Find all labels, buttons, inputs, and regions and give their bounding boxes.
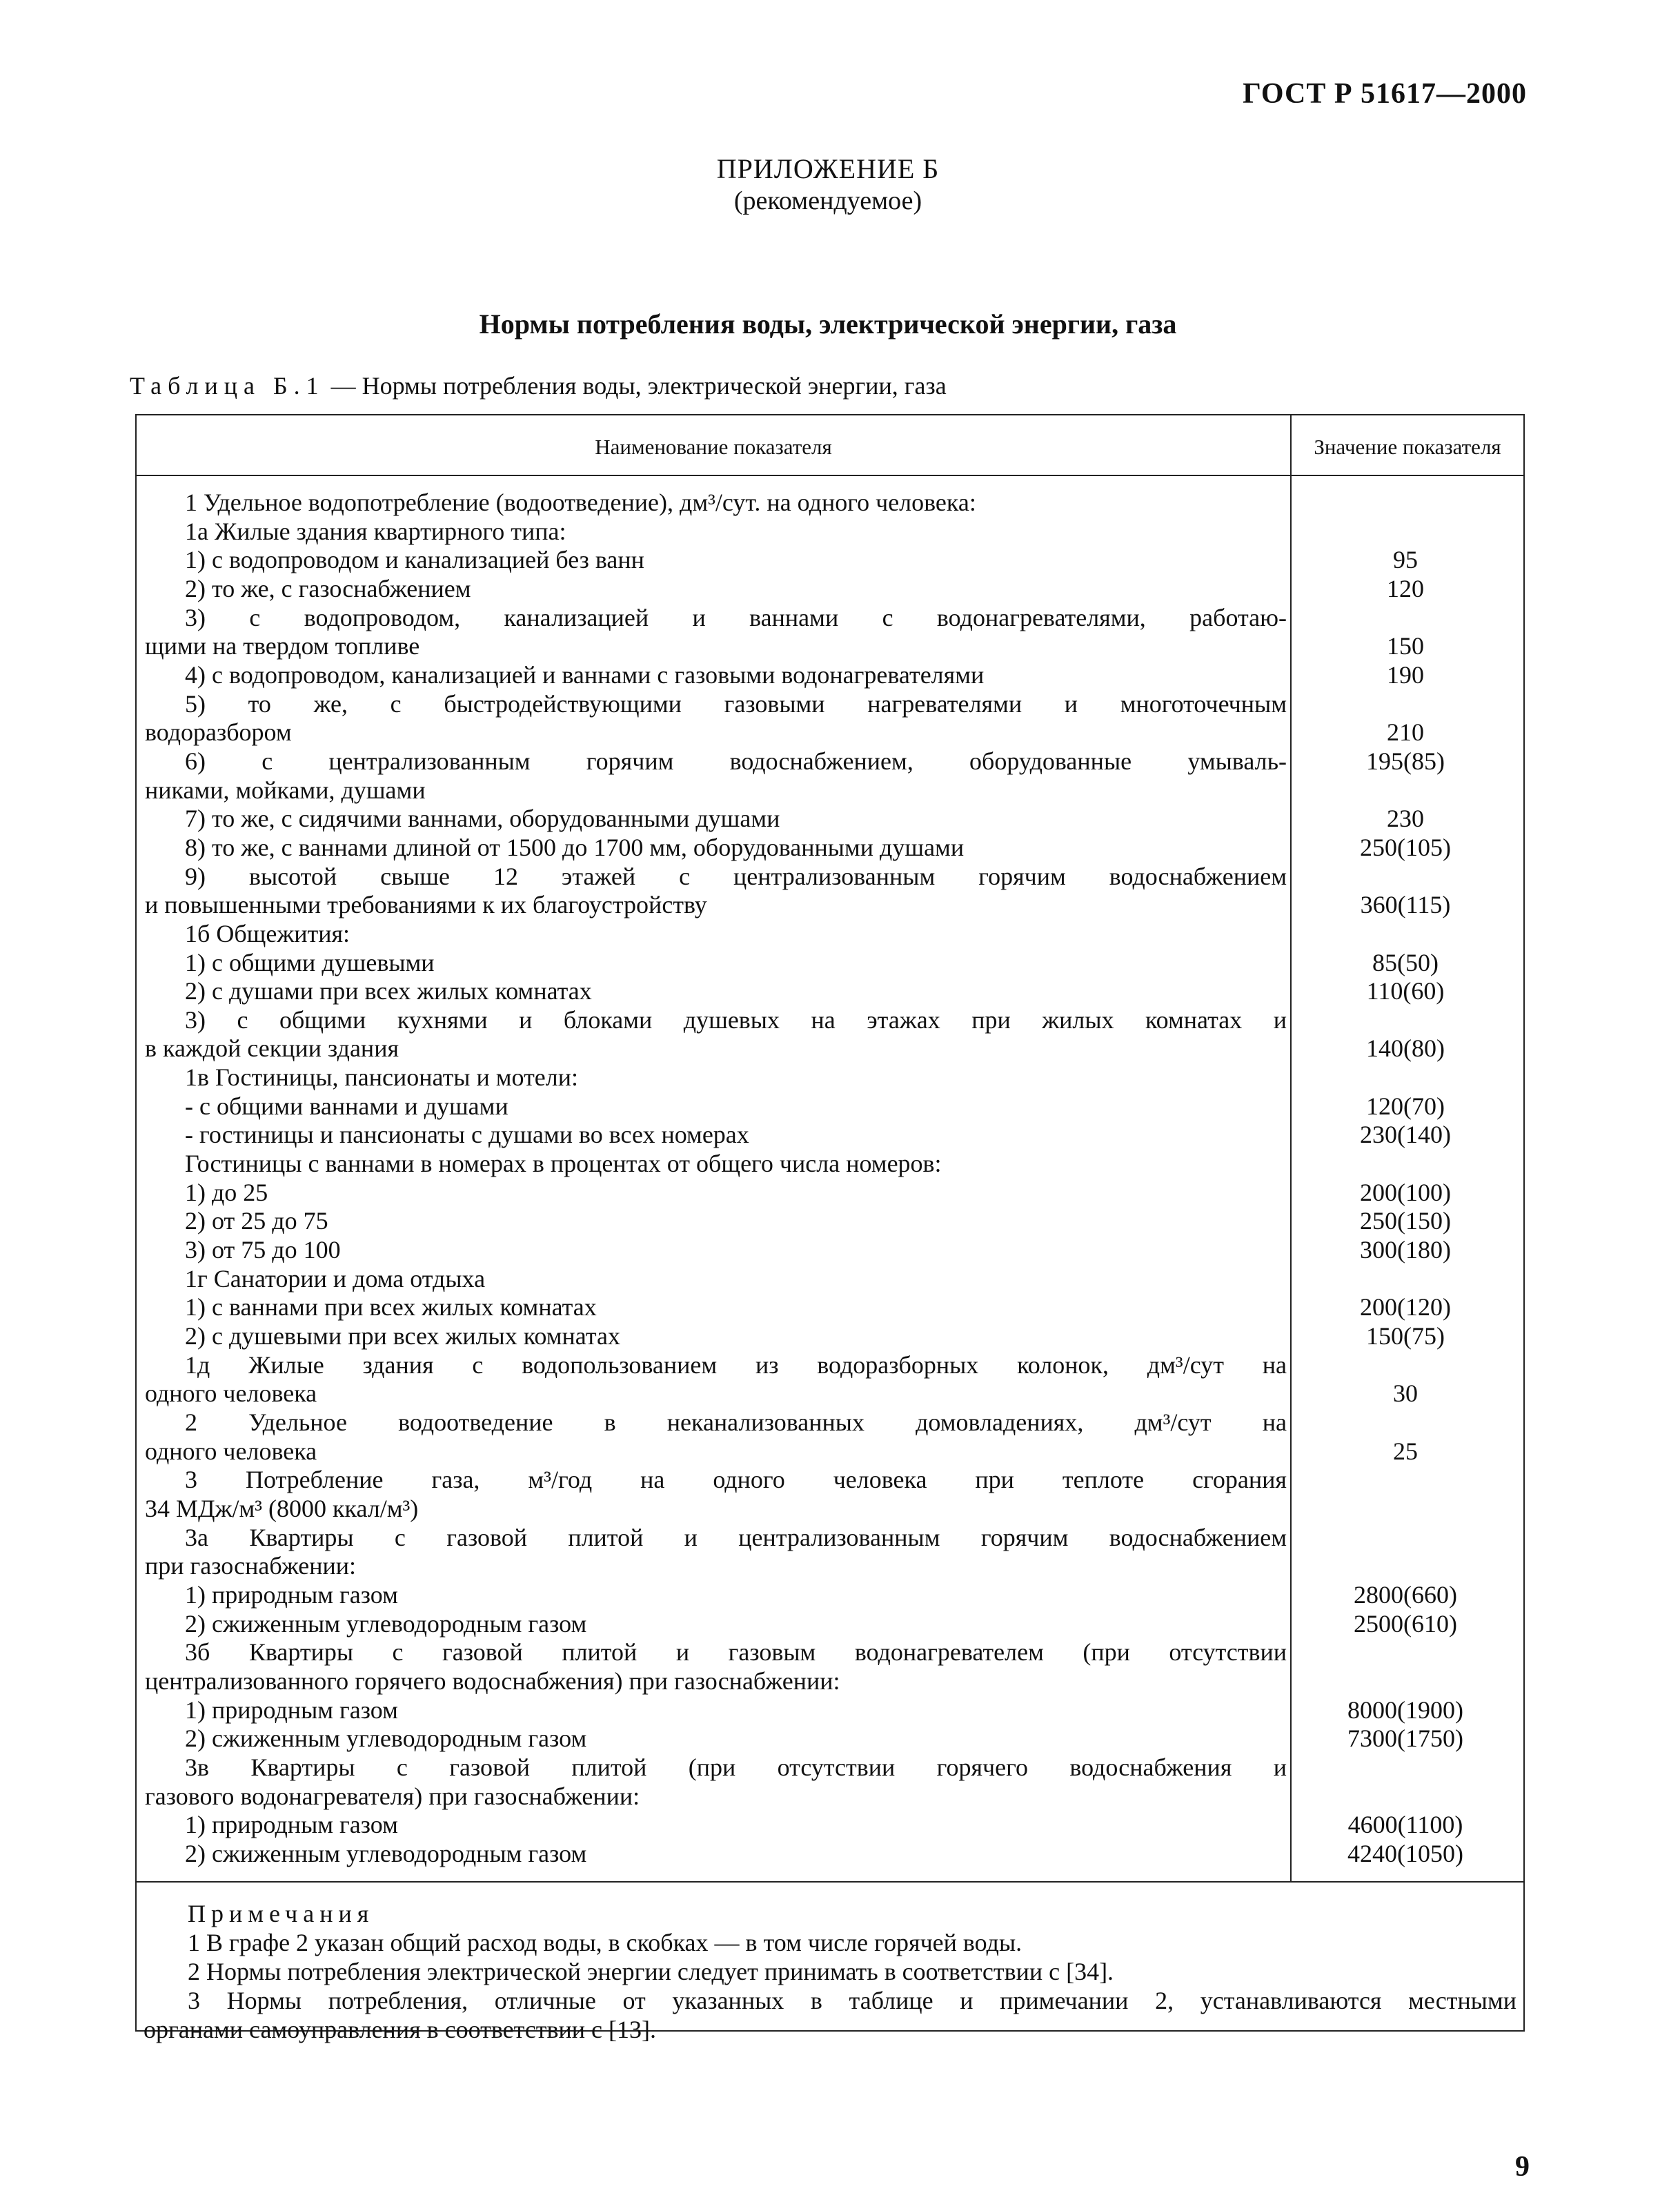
row-indicator-value: 230 (1387, 805, 1424, 833)
row-indicator-value: 300(180) (1360, 1236, 1451, 1264)
table-row (145, 1207, 1451, 1236)
row-indicator-name: - гостиницы и пансионаты с душами во всех номерах (185, 1121, 749, 1149)
row-indicator-name: 3) с водопроводом, канализацией и ваннами с водонагревателями, работаю- (185, 603, 1287, 631)
table-row (145, 1063, 1290, 1092)
table-row (145, 1379, 1418, 1408)
table-row (145, 1265, 1290, 1294)
row-indicator-value: 120 (1387, 574, 1424, 602)
row-indicator-value: 2800(660) (1354, 1580, 1457, 1609)
table-row (145, 1782, 1290, 1811)
row-indicator-name: 8) то же, с ваннами длиной от 1500 до 1700 мм, оборудованными душами (185, 833, 965, 861)
table-row (145, 1753, 1290, 1782)
notes-divider (137, 1881, 1523, 1883)
row-indicator-name: 1б Общежития: (185, 919, 350, 947)
row-indicator-value: 7300(1750) (1347, 1724, 1463, 1753)
row-indicator-name: 1г Санатории и дома отдыха (185, 1264, 486, 1293)
row-indicator-value: 25 (1393, 1437, 1418, 1465)
table-row (145, 1408, 1290, 1437)
row-indicator-name: 7) то же, с сидячими ваннами, оборудованными душами (185, 805, 780, 833)
row-indicator-name: 5) то же, с быстродействующими газовыми нагревателями и многоточечным (185, 689, 1287, 718)
row-indicator-name: 1) до 25 (185, 1178, 268, 1206)
table-row (145, 1724, 1463, 1753)
table-row (145, 660, 1424, 690)
row-indicator-name: 3) с общими кухнями и блоками душевых на этажах при жилых комнатах и (185, 1005, 1287, 1034)
header-divider (137, 475, 1523, 476)
row-indicator-name: при газоснабжении: (145, 1552, 356, 1580)
row-indicator-name: 2 Удельное водоотведение в неканализованных домовладениях, дм³/сут на (185, 1408, 1287, 1436)
table-row (145, 1236, 1451, 1265)
table-row (145, 920, 1290, 949)
table-row (145, 1293, 1451, 1322)
row-indicator-name: 2) то же, с газоснабжением (185, 574, 471, 602)
table-row (145, 1006, 1290, 1035)
table-row (145, 805, 1424, 834)
table-row (145, 518, 1290, 547)
table-row (145, 891, 1451, 920)
row-indicator-name: 4) с водопроводом, канализацией и ваннами с газовыми водонагревателями (185, 660, 985, 689)
row-indicator-name: 1) с общими душевыми (185, 948, 435, 976)
row-indicator-value: 200(120) (1360, 1293, 1451, 1321)
row-indicator-value: 360(115) (1360, 891, 1451, 919)
row-indicator-name: 1) природным газом (185, 1696, 398, 1724)
table-row (145, 489, 1290, 518)
table-row (145, 1839, 1463, 1869)
table-row (145, 1638, 1290, 1667)
note-3-continued: органами самоуправления в соответствии с [13]. (144, 2016, 657, 2043)
page-number: 9 (1515, 2151, 1530, 2183)
row-indicator-name: 1а Жилые здания квартирного типа: (185, 517, 566, 545)
col2-header: Значение показателя (1314, 435, 1501, 459)
appendix-title: ПРИЛОЖЕНИЕ Б (716, 153, 940, 184)
table-row (145, 1580, 1457, 1610)
notes-heading: Примечания (188, 1900, 375, 1927)
table-row (145, 1811, 1463, 1840)
table-caption-text: — Нормы потребления воды, электрической энергии, газа (324, 372, 947, 400)
note-3: 3 Нормы потребления, отличные от указанных в таблице и примечании 2, устанавливаются местными (188, 1987, 1516, 2014)
row-indicator-name: газового водонагревателя) при газоснабжении: (145, 1782, 640, 1810)
row-indicator-value: 150 (1387, 632, 1424, 660)
appendix-subtitle: (рекомендуемое) (733, 186, 922, 215)
table-row (145, 1322, 1445, 1351)
row-indicator-value: 140(80) (1366, 1034, 1445, 1063)
table-row (145, 690, 1290, 719)
table-row (145, 1092, 1445, 1121)
row-indicator-name: щими на твердом топливе (145, 632, 420, 660)
table-row (145, 718, 1424, 747)
table-row (145, 1524, 1290, 1553)
col1-header: Наименование показателя (595, 435, 832, 459)
row-indicator-value: 120(70) (1366, 1092, 1445, 1120)
row-indicator-value: 250(150) (1360, 1207, 1451, 1235)
row-indicator-name: в каждой секции здания (145, 1034, 399, 1063)
table-row (145, 1121, 1451, 1150)
row-indicator-value: 4240(1050) (1347, 1839, 1463, 1867)
table-row (145, 977, 1445, 1006)
row-indicator-name: 2) сжиженным углеводородным газом (185, 1609, 587, 1638)
document-code: ГОСТ Р 51617—2000 (1243, 78, 1527, 110)
row-indicator-name: 1) с водопроводом и канализацией без ванн (185, 546, 644, 574)
table-row (145, 1696, 1463, 1725)
table-row (145, 863, 1290, 892)
table-body (145, 489, 1463, 1869)
row-indicator-name: - с общими ваннами и душами (185, 1092, 508, 1120)
table-row (145, 632, 1424, 661)
row-indicator-name: 3б Квартиры с газовой плитой и газовым водонагревателем (при отсутствии (185, 1638, 1287, 1667)
table-caption (130, 371, 947, 400)
row-indicator-value: 4600(1100) (1347, 1811, 1463, 1839)
row-indicator-name: 2) сжиженным углеводородным газом (185, 1724, 587, 1753)
row-indicator-value: 85(50) (1372, 948, 1439, 976)
table-row (145, 776, 1290, 805)
table-row (145, 1667, 1290, 1696)
table-row (145, 1552, 1290, 1581)
table-row (145, 574, 1424, 604)
row-indicator-name: 9) высотой свыше 12 этажей с централизованным горячим водоснабжением (185, 862, 1287, 890)
row-indicator-value: 150(75) (1366, 1322, 1445, 1350)
table-row (145, 1466, 1290, 1495)
note-1: 1 В графе 2 указан общий расход воды, в скобках — в том числе горячей воды. (188, 1929, 1022, 1956)
table-row (145, 747, 1445, 776)
row-indicator-name: 2) от 25 до 75 (185, 1207, 328, 1235)
table-row (145, 604, 1290, 633)
row-indicator-name: 2) с душевыми при всех жилых комнатах (185, 1322, 620, 1350)
row-indicator-value: 210 (1387, 718, 1424, 747)
table-row (145, 1437, 1418, 1466)
table-row (145, 1495, 1290, 1524)
row-indicator-value: 8000(1900) (1347, 1696, 1463, 1724)
row-indicator-name: Гостиницы с ваннами в номерах в процентах от общего числа номеров: (185, 1150, 942, 1178)
table-row (145, 1609, 1457, 1639)
table-row (145, 1034, 1445, 1063)
row-indicator-value: 190 (1387, 660, 1424, 689)
row-indicator-name: и повышенными требованиями к их благоустройству (145, 891, 707, 919)
row-indicator-name: одного человека (145, 1437, 317, 1465)
table-caption-label: Таблица Б.1 (130, 372, 325, 400)
row-indicator-name: 6) с централизованным горячим водоснабжением, оборудованные умываль- (185, 747, 1287, 775)
row-indicator-name: одного человека (145, 1379, 317, 1408)
row-indicator-value: 2500(610) (1354, 1609, 1457, 1638)
row-indicator-name: 3) от 75 до 100 (185, 1236, 341, 1264)
row-indicator-name: 3в Квартиры с газовой плитой (при отсутствии горячего водоснабжения и (185, 1753, 1287, 1781)
row-indicator-name: 1д Жилые здания с водопользованием из водоразборных колонок, дм³/сут на (185, 1350, 1287, 1379)
row-indicator-value: 230(140) (1360, 1121, 1451, 1149)
table-notes (144, 1899, 1516, 2044)
note-2: 2 Нормы потребления электрической энергии следует принимать в соответствии с [34]. (188, 1958, 1114, 1985)
row-indicator-name: водоразбором (145, 718, 292, 747)
row-indicator-value: 110(60) (1366, 977, 1445, 1005)
row-indicator-name: 3а Квартиры с газовой плитой и централизованным горячим водоснабжением (185, 1523, 1287, 1551)
row-indicator-value: 195(85) (1366, 747, 1445, 775)
table-row (145, 1351, 1290, 1380)
row-indicator-value: 250(105) (1360, 833, 1451, 861)
row-indicator-value: 200(100) (1360, 1178, 1451, 1206)
section-title: Нормы потребления воды, электрической энергии, газа (479, 308, 1177, 340)
row-indicator-name: 1) природным газом (185, 1580, 398, 1609)
table-row (145, 1150, 1290, 1179)
row-indicator-name: 1) с ваннами при всех жилых комнатах (185, 1293, 597, 1321)
table-row (145, 1178, 1451, 1208)
row-indicator-name: 2) сжиженным углеводородным газом (185, 1839, 587, 1867)
norms-table (135, 414, 1525, 2043)
row-indicator-name: никами, мойками, душами (145, 776, 426, 804)
table-row (145, 948, 1439, 978)
table-row (145, 833, 1451, 863)
row-indicator-name: 34 МДж/м³ (8000 ккал/м³) (145, 1494, 419, 1522)
table-row (145, 546, 1418, 575)
row-indicator-name: 3 Потребление газа, м³/год на одного человека при теплоте сгорания (185, 1466, 1287, 1494)
row-indicator-value: 95 (1393, 546, 1418, 574)
row-indicator-name: 1) природным газом (185, 1811, 398, 1839)
appendix-heading (0, 153, 1656, 217)
row-indicator-name: 1в Гостиницы, пансионаты и мотели: (185, 1063, 579, 1092)
row-indicator-name: 1 Удельное водопотребление (водоотведение), дм³/сут. на одного человека: (185, 489, 976, 516)
row-indicator-value: 30 (1393, 1379, 1418, 1408)
row-indicator-name: централизованного горячего водоснабжения) при газоснабжении: (145, 1667, 840, 1695)
row-indicator-name: 2) с душами при всех жилых комнатах (185, 977, 592, 1005)
